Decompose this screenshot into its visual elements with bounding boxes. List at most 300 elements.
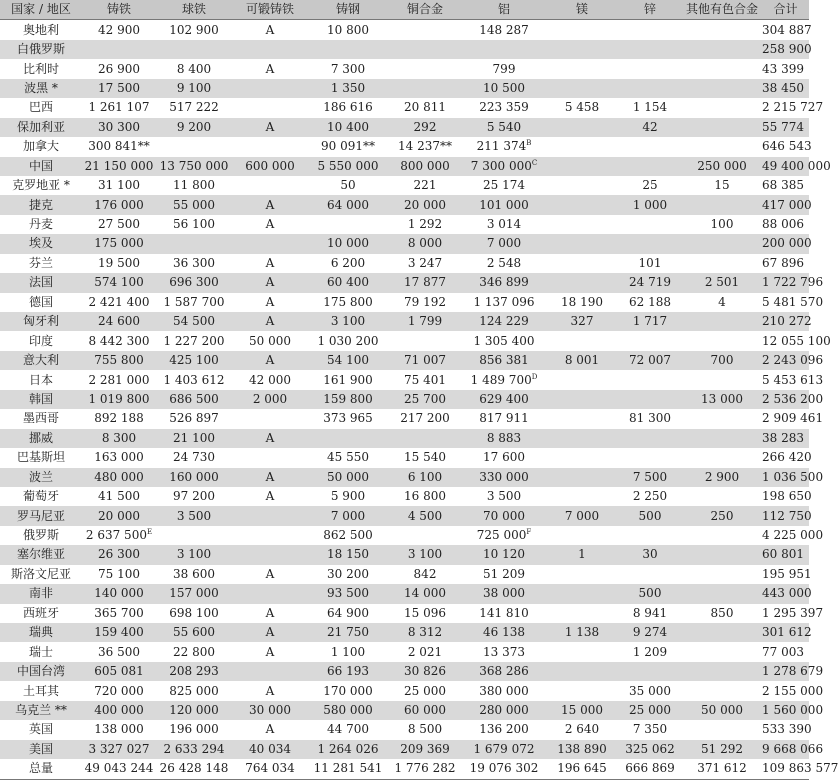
value-cell xyxy=(462,448,546,467)
value-cell xyxy=(308,584,388,603)
value-cell xyxy=(682,79,762,98)
total-cell xyxy=(762,642,809,661)
value-cell xyxy=(156,448,232,467)
value-cell xyxy=(82,759,156,779)
column-header: 可锻铸铁 xyxy=(232,0,308,20)
value-cell xyxy=(388,40,462,59)
cell-value: 38 450 xyxy=(762,80,804,95)
value-cell xyxy=(546,409,618,428)
country-cell: 法国 xyxy=(0,273,82,292)
table-row xyxy=(0,487,809,506)
value-cell xyxy=(308,254,388,273)
cell-value: 764 034 xyxy=(245,761,295,776)
value-cell xyxy=(546,642,618,661)
value-cell xyxy=(232,351,308,370)
cell-value: 14 237** xyxy=(398,139,452,154)
total-cell xyxy=(762,331,831,350)
value-cell xyxy=(546,526,618,545)
cell-value: 7 000 xyxy=(486,236,522,251)
value-cell xyxy=(156,293,232,312)
value-cell xyxy=(682,642,762,661)
value-cell xyxy=(682,681,762,700)
cell-value: 696 300 xyxy=(169,275,219,290)
cell-value: 480 000 xyxy=(94,469,144,484)
value-cell xyxy=(308,312,388,331)
cell-value: 72 007 xyxy=(629,353,671,368)
total-cell xyxy=(762,390,824,409)
value-cell xyxy=(232,468,308,487)
value-cell xyxy=(682,740,762,759)
value-cell xyxy=(618,118,682,137)
cell-value: 38 000 xyxy=(483,586,525,601)
country-cell: 总量 xyxy=(0,759,82,779)
total-cell xyxy=(762,59,809,78)
value-cell xyxy=(546,506,618,525)
cell-value: 443 000 xyxy=(762,586,812,601)
cell-value: 175 000 xyxy=(94,236,144,251)
cell-value: 60 801 xyxy=(762,547,804,562)
value-cell xyxy=(546,176,618,195)
value-cell xyxy=(682,468,762,487)
value-cell xyxy=(232,20,308,40)
cell-value: 629 400 xyxy=(479,391,529,406)
value-cell xyxy=(388,79,462,98)
value-cell xyxy=(618,429,682,448)
country-cell: 罗马尼亚 xyxy=(0,506,82,525)
cell-value: 533 390 xyxy=(762,722,812,737)
cell-value: 35 000 xyxy=(629,683,671,698)
cell-value: 24 600 xyxy=(98,314,140,329)
cell-value: 36 500 xyxy=(98,644,140,659)
cell-value: 56 100 xyxy=(173,217,215,232)
cell-value: A xyxy=(265,314,275,329)
country-cell: 日本 xyxy=(28,372,53,387)
cell-value: 517 222 xyxy=(169,100,219,115)
value-cell xyxy=(388,59,462,78)
cell-value: 62 188 xyxy=(629,294,671,309)
total-cell xyxy=(762,195,812,214)
cell-value: 8 400 xyxy=(176,61,212,76)
value-cell xyxy=(388,390,462,409)
column-header: 球铁 xyxy=(156,0,232,20)
cell-value: 2 021 xyxy=(407,644,443,659)
value-cell xyxy=(682,215,762,234)
value-cell xyxy=(232,759,308,779)
cell-value: 1 100 xyxy=(330,644,366,659)
country-cell: 瑞典 xyxy=(0,623,82,642)
cell-value: A xyxy=(265,625,275,640)
cell-value: 26 900 xyxy=(98,61,140,76)
table-row xyxy=(0,429,809,448)
country-cell: 塞尔维亚 xyxy=(0,545,82,564)
cell-value: 42 000 xyxy=(249,372,291,387)
value-cell xyxy=(462,176,546,195)
value-cell xyxy=(682,370,762,389)
value-cell xyxy=(308,195,388,214)
total-cell xyxy=(762,409,824,428)
value-cell xyxy=(82,293,156,312)
total-cell xyxy=(762,545,809,564)
total-cell xyxy=(762,118,809,137)
value-cell xyxy=(82,118,156,137)
cell-value: A xyxy=(265,294,275,309)
value-cell xyxy=(82,545,156,564)
cell-value: 43 399 xyxy=(762,61,804,76)
value-cell xyxy=(82,623,156,642)
cell-value: 186 616 xyxy=(323,100,373,115)
value-cell xyxy=(618,506,682,525)
cell-value: 301 612 xyxy=(762,625,812,640)
value-cell xyxy=(308,448,388,467)
cell-value: A xyxy=(265,255,275,270)
total-cell xyxy=(762,604,824,623)
value-cell xyxy=(388,195,462,214)
value-cell xyxy=(232,584,308,603)
value-cell xyxy=(82,720,156,739)
value-cell xyxy=(546,370,618,389)
footnote-marker: D xyxy=(531,372,538,381)
value-cell xyxy=(618,98,682,117)
value-cell xyxy=(462,526,546,545)
value-cell xyxy=(156,604,232,623)
value-cell xyxy=(462,195,546,214)
country-cell: 加拿大 xyxy=(22,139,59,154)
value-cell xyxy=(682,351,762,370)
value-cell xyxy=(462,273,546,292)
value-cell xyxy=(388,526,462,545)
country-cell: 瑞士 xyxy=(28,644,53,659)
cell-value: 8 941 xyxy=(632,605,668,620)
value-cell xyxy=(388,545,462,564)
value-cell xyxy=(618,370,682,389)
cell-value: 60 400 xyxy=(327,275,369,290)
cell-value: 66 193 xyxy=(327,664,369,679)
cell-value: 1 587 700 xyxy=(163,294,225,309)
cell-value: 8 312 xyxy=(407,625,443,640)
value-cell xyxy=(618,584,682,603)
value-cell xyxy=(546,759,618,779)
cell-value: 1 292 xyxy=(407,217,443,232)
cell-value: 12 055 100 xyxy=(762,333,831,348)
value-cell xyxy=(546,157,618,176)
value-cell xyxy=(156,20,232,40)
cell-value: 842 xyxy=(413,566,437,581)
value-cell xyxy=(156,623,232,642)
cell-value: 13 750 000 xyxy=(159,158,229,173)
cell-value: 8 883 xyxy=(486,430,522,445)
value-cell xyxy=(156,176,232,195)
value-cell xyxy=(462,59,546,78)
cell-value: 417 000 xyxy=(762,197,812,212)
total-cell xyxy=(762,254,809,273)
value-cell xyxy=(82,409,156,428)
cell-value: 892 188 xyxy=(94,411,144,426)
cell-value: 1 350 xyxy=(330,80,366,95)
value-cell xyxy=(462,701,546,720)
value-cell xyxy=(388,293,462,312)
value-cell xyxy=(462,642,546,661)
cell-value: 13 000 xyxy=(701,391,743,406)
cell-value: 1 489 700 xyxy=(470,372,532,387)
cell-value: 11 800 xyxy=(173,178,215,193)
value-cell xyxy=(82,195,156,214)
cell-value: 2 281 000 xyxy=(88,372,150,387)
cell-value: 3 327 027 xyxy=(88,741,150,756)
cell-value: 100 xyxy=(710,217,734,232)
value-cell xyxy=(232,40,308,59)
value-cell xyxy=(546,79,618,98)
cell-value: 221 xyxy=(413,178,437,193)
value-cell xyxy=(82,331,156,350)
cell-value: 40 034 xyxy=(249,741,291,756)
table-row xyxy=(0,545,809,564)
table-row xyxy=(0,759,809,779)
value-cell xyxy=(682,759,762,779)
value-cell xyxy=(462,681,546,700)
value-cell xyxy=(618,40,682,59)
cell-value: 3 100 xyxy=(330,314,366,329)
value-cell xyxy=(462,740,546,759)
cell-value: 3 014 xyxy=(486,217,522,232)
cell-value: 1 305 400 xyxy=(473,333,535,348)
value-cell xyxy=(388,137,462,156)
total-cell xyxy=(762,312,812,331)
value-cell xyxy=(546,565,618,584)
cell-value: 817 911 xyxy=(479,411,529,426)
value-cell xyxy=(618,254,682,273)
cell-value: 2 000 xyxy=(252,391,288,406)
cell-value: 5 458 xyxy=(564,100,600,115)
column-header: 铝 xyxy=(462,0,546,20)
value-cell xyxy=(618,20,682,40)
total-cell xyxy=(762,40,812,59)
country-cell: 比利时 xyxy=(22,61,59,76)
value-cell xyxy=(618,79,682,98)
value-cell xyxy=(232,526,308,545)
cell-value: 9 200 xyxy=(176,119,212,134)
table-row xyxy=(0,681,809,700)
table-row xyxy=(0,331,809,350)
value-cell xyxy=(682,526,762,545)
value-cell xyxy=(388,701,462,720)
value-cell xyxy=(682,195,762,214)
value-cell xyxy=(618,137,682,156)
cell-value: 856 381 xyxy=(479,353,529,368)
cell-value: 13 373 xyxy=(483,644,525,659)
cell-value: 17 600 xyxy=(483,450,525,465)
cell-value: 17 877 xyxy=(404,275,446,290)
cell-value: 3 100 xyxy=(176,547,212,562)
cell-value: 77 003 xyxy=(762,644,804,659)
value-cell xyxy=(82,701,156,720)
cell-value: 148 287 xyxy=(479,22,529,37)
value-cell xyxy=(82,40,156,59)
cell-value: 101 xyxy=(638,255,662,270)
value-cell xyxy=(156,526,232,545)
value-cell xyxy=(82,157,156,176)
total-cell xyxy=(762,157,831,176)
value-cell xyxy=(682,59,762,78)
value-cell xyxy=(546,720,618,739)
country-cell: 西班牙 xyxy=(22,605,59,620)
value-cell xyxy=(232,623,308,642)
cell-value: 50 000 xyxy=(701,702,743,717)
cell-value: 60 000 xyxy=(404,702,446,717)
value-cell xyxy=(388,681,462,700)
table-row xyxy=(0,740,809,759)
value-cell xyxy=(388,740,462,759)
cell-value: 211 374 xyxy=(476,139,527,154)
cell-value: A xyxy=(265,22,275,37)
table-row xyxy=(0,293,809,312)
value-cell xyxy=(308,468,388,487)
value-cell xyxy=(462,623,546,642)
total-cell xyxy=(762,273,824,292)
value-cell xyxy=(156,642,232,661)
column-header: 国家 / 地区 xyxy=(0,0,82,20)
value-cell xyxy=(232,662,308,681)
value-cell xyxy=(156,409,232,428)
value-cell xyxy=(82,370,156,389)
table-row xyxy=(0,409,809,428)
value-cell xyxy=(82,254,156,273)
value-cell xyxy=(82,584,156,603)
value-cell xyxy=(618,681,682,700)
cell-value: 51 292 xyxy=(701,741,743,756)
value-cell xyxy=(156,157,232,176)
cell-value: 20 000 xyxy=(98,508,140,523)
value-cell xyxy=(232,487,308,506)
cell-value: 258 900 xyxy=(762,42,812,57)
value-cell xyxy=(156,215,232,234)
value-cell xyxy=(546,487,618,506)
cell-value: 159 400 xyxy=(94,625,144,640)
value-cell xyxy=(618,565,682,584)
value-cell xyxy=(308,40,388,59)
cell-value: 31 100 xyxy=(98,178,140,193)
cell-value: 195 951 xyxy=(762,566,812,581)
table-row xyxy=(0,273,809,292)
cell-value: 400 000 xyxy=(94,702,144,717)
cell-value: 365 700 xyxy=(94,605,144,620)
cell-value: A xyxy=(265,722,275,737)
cell-value: 825 000 xyxy=(169,683,219,698)
value-cell xyxy=(82,429,156,448)
value-cell xyxy=(388,273,462,292)
cell-value: 500 xyxy=(638,586,662,601)
cell-value: A xyxy=(265,217,275,232)
table-row xyxy=(0,351,809,370)
value-cell xyxy=(82,448,156,467)
cell-value: 700 xyxy=(710,353,734,368)
value-cell xyxy=(682,701,762,720)
cell-value: 7 000 xyxy=(564,508,600,523)
cell-value: 850 xyxy=(710,605,734,620)
value-cell xyxy=(388,409,462,428)
cell-value: 373 965 xyxy=(323,411,373,426)
total-cell xyxy=(762,176,809,195)
cell-value: 208 293 xyxy=(169,664,219,679)
table-row xyxy=(0,604,809,623)
value-cell xyxy=(682,331,762,350)
country-cell: 芬兰 xyxy=(28,255,53,270)
country-cell: 丹麦 xyxy=(28,217,53,232)
value-cell xyxy=(546,195,618,214)
cell-value: 196 645 xyxy=(557,761,607,776)
cell-value: 686 500 xyxy=(169,391,219,406)
value-cell xyxy=(388,157,462,176)
table-row xyxy=(0,20,809,40)
value-cell xyxy=(232,118,308,137)
cell-value: 50 000 xyxy=(327,469,369,484)
table-row xyxy=(0,720,809,739)
value-cell xyxy=(462,20,546,40)
value-cell xyxy=(82,137,156,156)
cell-value: 11 281 541 xyxy=(313,761,383,776)
cell-value: 38 600 xyxy=(173,566,215,581)
cell-value: 346 899 xyxy=(479,275,529,290)
cell-value: 646 543 xyxy=(762,139,812,154)
value-cell xyxy=(682,390,762,409)
value-cell xyxy=(82,20,156,40)
country-cell: 英国 xyxy=(28,722,53,737)
value-cell xyxy=(156,273,232,292)
total-cell xyxy=(762,623,812,642)
cell-value: 605 081 xyxy=(94,664,144,679)
total-cell xyxy=(762,293,824,312)
value-cell xyxy=(618,468,682,487)
total-cell xyxy=(762,720,812,739)
cell-value: 41 500 xyxy=(98,489,140,504)
cell-value: 6 100 xyxy=(407,469,443,484)
value-cell xyxy=(618,526,682,545)
country-cell: 巴基斯坦 xyxy=(16,450,65,465)
table-row xyxy=(0,118,809,137)
value-cell xyxy=(308,273,388,292)
value-cell xyxy=(682,254,762,273)
country-cell: 俄罗斯 xyxy=(22,528,59,543)
cell-value: 120 000 xyxy=(169,702,219,717)
value-cell xyxy=(82,312,156,331)
value-cell xyxy=(618,642,682,661)
cell-value: 21 750 xyxy=(327,625,369,640)
value-cell xyxy=(156,487,232,506)
cell-value: 600 000 xyxy=(245,158,295,173)
cell-value: 7 000 xyxy=(330,508,366,523)
cell-value: 49 043 244 xyxy=(84,761,154,776)
cell-value: 7 300 000 xyxy=(470,158,532,173)
table-row xyxy=(0,157,809,176)
table-row xyxy=(0,79,809,98)
cell-value: 15 096 xyxy=(404,605,446,620)
cell-value: 90 091** xyxy=(321,139,375,154)
cell-value: 50 000 xyxy=(249,333,291,348)
cell-value: 20 000 xyxy=(404,197,446,212)
cell-value: 574 100 xyxy=(94,275,144,290)
value-cell xyxy=(618,623,682,642)
value-cell xyxy=(682,176,762,195)
value-cell xyxy=(462,429,546,448)
value-cell xyxy=(232,273,308,292)
column-header: 其他有色合金 xyxy=(682,0,762,20)
value-cell xyxy=(308,370,388,389)
country-cell: 斯洛文尼亚 xyxy=(10,566,71,581)
value-cell xyxy=(308,506,388,525)
total-cell xyxy=(762,487,812,506)
cell-value: 51 209 xyxy=(483,566,525,581)
cell-value: A xyxy=(265,489,275,504)
country-cell: 埃及 xyxy=(0,234,82,253)
